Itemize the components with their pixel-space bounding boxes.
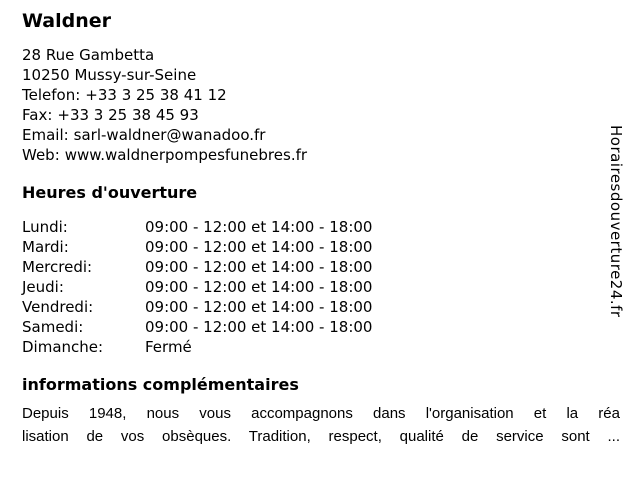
- address-line-2: 10250 Mussy-sur-Seine: [22, 66, 197, 84]
- web-line: [22, 145, 618, 165]
- table-row: [22, 297, 618, 317]
- table-row: [22, 317, 618, 337]
- web-label: Web:: [22, 146, 60, 164]
- day-hours: 09:00 - 12:00 et 14:00 - 18:00: [145, 238, 373, 256]
- opening-hours-heading: Heures d'ouverture: [22, 183, 198, 202]
- table-row: [22, 237, 618, 257]
- business-name: Waldner: [22, 10, 111, 32]
- phone-value: +33 3 25 38 41 12: [85, 86, 227, 104]
- fax-line: [22, 105, 618, 125]
- day-hours: 09:00 - 12:00 et 14:00 - 18:00: [145, 218, 373, 236]
- web-value: www.waldnerpompesfunebres.fr: [64, 146, 308, 164]
- day-hours: 09:00 - 12:00 et 14:00 - 18:00: [145, 318, 373, 336]
- fax-label: Fax:: [22, 106, 53, 124]
- description-paragraph: [22, 402, 620, 448]
- email-label: Email:: [22, 126, 69, 144]
- day-label: Vendredi:: [22, 298, 94, 316]
- table-row: [22, 257, 618, 277]
- phone-line: [22, 85, 618, 105]
- contact-block: [22, 45, 618, 165]
- day-label: Jeudi:: [22, 278, 64, 296]
- table-row: [22, 337, 618, 357]
- description-line: Depuis 1948, nous vous accompagnons dans l'organisation et la réa: [22, 405, 620, 422]
- phone-label: Telefon:: [22, 86, 81, 104]
- day-label: Lundi:: [22, 218, 68, 236]
- day-hours: 09:00 - 12:00 et 14:00 - 18:00: [145, 278, 373, 296]
- day-label: Mardi:: [22, 238, 69, 256]
- table-row: [22, 217, 618, 237]
- opening-hours-table: [22, 217, 618, 357]
- day-label: Dimanche:: [22, 338, 104, 356]
- address-line-1: 28 Rue Gambetta: [22, 46, 155, 64]
- day-hours: 09:00 - 12:00 et 14:00 - 18:00: [145, 298, 373, 316]
- day-label: Mercredi:: [22, 258, 93, 276]
- site-watermark: Horairesdouverture24.fr: [607, 125, 625, 318]
- table-row: [22, 277, 618, 297]
- email-value: sarl-waldner@wanadoo.fr: [73, 126, 266, 144]
- additional-info-heading: informations complémentaires: [22, 375, 299, 394]
- email-line: [22, 125, 618, 145]
- day-hours: Fermé: [145, 338, 192, 356]
- fax-value: +33 3 25 38 45 93: [57, 106, 199, 124]
- description-line: lisation de vos obsèques. Tradition, respect, qualité de service sont ...: [22, 428, 620, 445]
- day-label: Samedi:: [22, 318, 84, 336]
- day-hours: 09:00 - 12:00 et 14:00 - 18:00: [145, 258, 373, 276]
